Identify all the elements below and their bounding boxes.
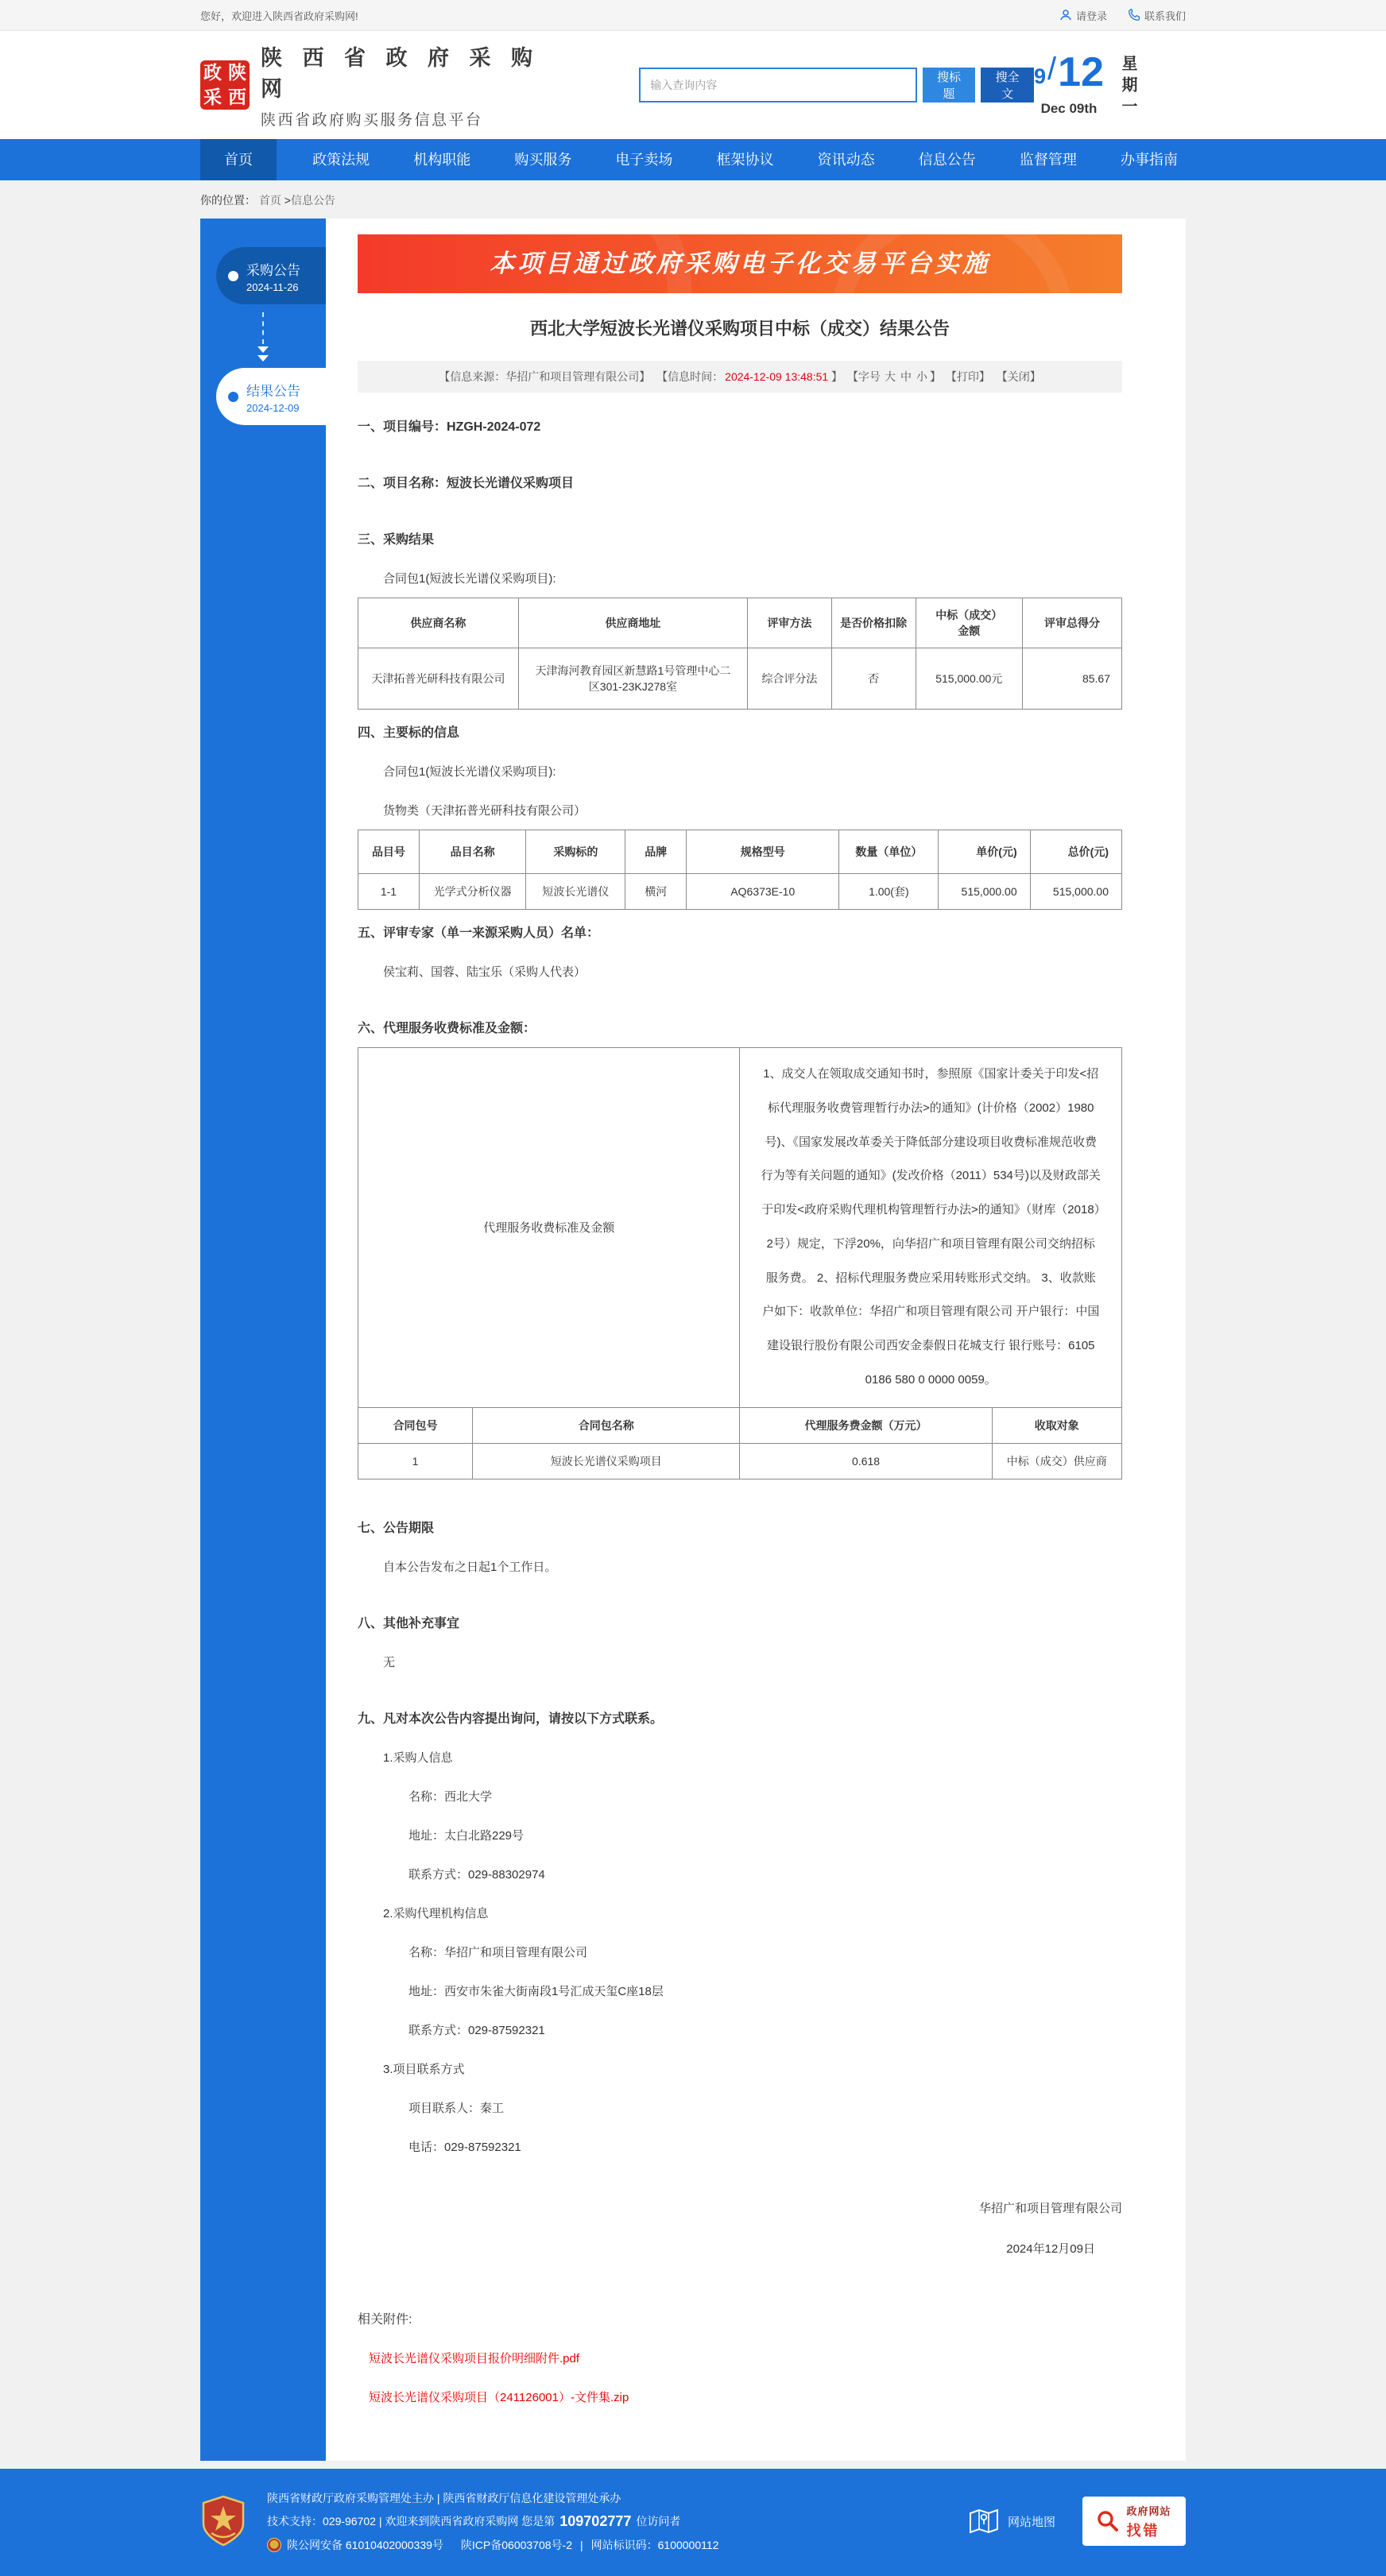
contact-line: 地址：太白北路229号 <box>408 1828 525 1843</box>
fee-label-cell: 代理服务收费标准及金额 <box>358 1048 740 1408</box>
th-fee-payer: 收取对象 <box>992 1407 1121 1443</box>
step-title: 采购公告 <box>246 262 300 278</box>
table-row <box>358 648 1122 710</box>
site-logo[interactable] <box>200 60 250 110</box>
th-quantity: 数量（单位） <box>839 830 939 874</box>
date-day: 9 <box>1034 64 1047 88</box>
contact-us-link[interactable] <box>1128 8 1186 23</box>
meta-time-suffix: 】 <box>828 370 843 383</box>
announcement-timeline-sidebar <box>200 219 326 2461</box>
package-line: 合同包1(短波长光谱仪采购项目): <box>383 765 556 779</box>
cell-package-name: 短波长光谱仪采购项目 <box>473 1443 740 1479</box>
print-button[interactable]: 【打印】 <box>945 370 990 383</box>
step-date: 2024-11-26 <box>246 280 299 293</box>
contact-line: 名称：华招广和项目管理有限公司 <box>408 1945 588 1959</box>
error-badge-line1: 政府网站 <box>1126 2504 1171 2517</box>
table-row <box>358 874 1122 910</box>
cell-quantity: 1.00(套) <box>839 874 939 910</box>
contact-us-label: 联系我们 <box>1144 10 1186 22</box>
th-award-amount: 中标（成交）金额 <box>916 598 1023 648</box>
step-date: 2024-12-09 <box>246 401 300 414</box>
nav-item-supervision[interactable]: 监督管理 <box>1019 152 1077 168</box>
signature-date: 2024年12月09日 <box>1006 2241 1095 2256</box>
th-brand: 品牌 <box>625 830 687 874</box>
th-price-deduction: 是否价格扣除 <box>831 598 916 648</box>
search-input[interactable] <box>639 68 917 102</box>
th-fee-amount: 代理服务费金额（万元） <box>740 1407 992 1443</box>
nav-item-policy[interactable]: 政策法规 <box>312 152 370 168</box>
breadcrumb-home[interactable]: 首页 <box>258 194 281 207</box>
attachment-link-zip[interactable]: 短波长光谱仪采购项目（241126001）-文件集.zip <box>369 2390 629 2404</box>
meta-fontsize-label: 【字号 <box>846 370 881 383</box>
cell-procurement-target: 短波长光谱仪 <box>526 874 625 910</box>
error-report-badge[interactable] <box>1082 2497 1186 2546</box>
date-month: 12 <box>1058 48 1104 95</box>
breadcrumb <box>200 180 1186 219</box>
section-3-heading: 三、采购结果 <box>358 533 435 547</box>
logo-char: 陕 <box>228 63 246 83</box>
timeline-connector <box>200 312 326 362</box>
cell-supplier-address: 天津海河教育园区新慧路1号管理中心二区301-23KJ278室 <box>518 648 747 710</box>
fee-desc-row <box>358 1048 1122 1408</box>
section-5-heading: 五、评审专家（单一来源采购人员）名单： <box>358 926 600 940</box>
cell-total-price: 515,000.00 <box>1030 874 1121 910</box>
logo-char: 政 <box>203 63 222 83</box>
visitor-count: 109702777 <box>559 2512 632 2529</box>
th-item-name: 品目名称 <box>419 830 526 874</box>
date-widget <box>1034 48 1186 119</box>
th-unit-price: 单价(元) <box>939 830 1030 874</box>
contact-line: 项目联系人：秦工 <box>408 2101 505 2115</box>
platform-banner <box>358 234 1122 293</box>
nav-item-announcements[interactable]: 信息公告 <box>918 152 976 168</box>
close-button[interactable]: 【关闭】 <box>996 370 1041 383</box>
date-english: Dec 09th <box>1040 100 1098 116</box>
cell-total-score: 85.67 <box>1023 648 1122 710</box>
footer-support-text: 技术支持：029-96702 | 欢迎来到陕西省政府采购网 您是第 <box>267 2515 556 2528</box>
th-supplier-name: 供应商名称 <box>358 598 519 648</box>
section-6-heading: 六、代理服务收费标准及金额： <box>358 1022 536 1035</box>
section-9-heading: 九、凡对本次公告内容提出询问，请按以下方式联系。 <box>358 1712 664 1726</box>
logo-char: 西 <box>228 87 246 107</box>
contact-line: 联系方式：029-87592321 <box>408 2023 545 2037</box>
cell-spec-model: AQ6373E-10 <box>687 874 839 910</box>
public-security-badge-icon <box>267 2538 281 2552</box>
font-size-medium[interactable]: 中 <box>900 370 912 383</box>
login-link[interactable] <box>1059 8 1107 23</box>
cell-award-amount: 515,000.00元 <box>916 648 1023 710</box>
contact-group-title: 2.采购代理机构信息 <box>383 1906 489 1920</box>
step-title: 结果公告 <box>246 383 300 399</box>
package-line: 合同包1(短波长光谱仪采购项目): <box>383 572 556 586</box>
table-header-row <box>358 598 1122 648</box>
cell-review-method: 综合评分法 <box>748 648 832 710</box>
font-size-large[interactable]: 大 <box>884 370 896 383</box>
nav-item-home[interactable]: 首页 <box>200 139 277 180</box>
signature-org: 华招广和项目管理有限公司 <box>978 2201 1122 2215</box>
result-table <box>358 598 1122 710</box>
login-label: 请登录 <box>1075 10 1107 22</box>
timeline-dot <box>228 271 238 281</box>
nav-item-news[interactable]: 资讯动态 <box>817 152 875 168</box>
cell-brand: 横河 <box>625 874 687 910</box>
breadcrumb-separator: > <box>284 194 291 207</box>
notice-period-text: 自本公告发布之日起1个工作日。 <box>383 1560 557 1574</box>
goods-category-line: 货物类（天津拓普光研科技有限公司） <box>383 804 587 818</box>
contact-line: 地址：西安市朱雀大街南段1号汇成天玺C座18层 <box>408 1984 664 1998</box>
map-icon <box>968 2507 1000 2535</box>
site-subtitle: 陕西省政府购买服务信息平台 <box>261 112 483 129</box>
cell-item-name: 光学式分析仪器 <box>419 874 526 910</box>
article-title: 西北大学短波长光谱仪采购项目中标（成交）结果公告 <box>529 319 950 338</box>
nav-item-guide[interactable]: 办事指南 <box>1120 152 1178 168</box>
timeline-step-procurement-notice[interactable] <box>216 247 326 304</box>
contact-group-title: 1.采购人信息 <box>383 1750 453 1765</box>
site-code: 网站标识码：6100000112 <box>590 2538 719 2551</box>
banner-text: 本项目通过政府采购电子化交易平台实施 <box>490 249 990 277</box>
th-review-method: 评审方法 <box>748 598 832 648</box>
table-header-row <box>358 830 1122 874</box>
cell-supplier-name: 天津拓普光研科技有限公司 <box>358 648 519 710</box>
timeline-step-result-notice[interactable] <box>216 368 326 425</box>
logo-char: 采 <box>203 87 222 107</box>
items-table <box>358 830 1122 910</box>
th-spec-model: 规格型号 <box>687 830 839 874</box>
th-supplier-address: 供应商地址 <box>518 598 747 648</box>
search-bar <box>639 68 1034 102</box>
main-nav <box>0 139 1386 180</box>
section-7-heading: 七、公告期限 <box>358 1521 435 1535</box>
nav-item-framework[interactable]: 框架协议 <box>716 152 774 168</box>
nav-item-functions[interactable]: 机构职能 <box>413 152 471 168</box>
icp-link[interactable]: 陕ICP备06003708号-2 <box>460 2538 572 2551</box>
cell-package-no: 1 <box>358 1443 473 1479</box>
cell-price-deduction: 否 <box>831 648 916 710</box>
breadcrumb-label: 你的位置： <box>200 194 256 207</box>
table-header-row <box>358 1407 1122 1443</box>
meta-fontsize-suffix: 】 <box>929 370 941 383</box>
attachment-link-pdf[interactable]: 短波长光谱仪采购项目报价明细附件.pdf <box>369 2351 580 2365</box>
error-badge-line2: 找错 <box>1126 2522 1160 2539</box>
sitemap-label: 网站地图 <box>1007 2515 1055 2529</box>
th-package-name: 合同包名称 <box>473 1407 740 1443</box>
site-title: 陕 西 省 政 府 采 购 网 <box>261 46 540 101</box>
meta-source: 【信息来源：华招广和项目管理有限公司】 <box>439 370 651 383</box>
cell-fee-payer: 中标（成交）供应商 <box>992 1443 1121 1479</box>
section-8-heading: 八、其他补充事宜 <box>358 1616 460 1630</box>
nav-item-purchase-service[interactable]: 购买服务 <box>514 152 572 168</box>
date-weekday: 星期一 <box>1119 54 1136 119</box>
cell-fee-amount: 0.618 <box>740 1443 992 1479</box>
agency-fee-table <box>358 1047 1122 1479</box>
breadcrumb-current[interactable]: 信息公告 <box>290 194 335 207</box>
attachments-title: 相关附件: <box>358 2312 412 2327</box>
search-fulltext-button[interactable]: 搜全文 <box>981 68 1034 102</box>
section-4-heading: 四、主要标的信息 <box>358 726 460 740</box>
date-slash: / <box>1047 51 1057 87</box>
contact-group-title: 3.项目联系方式 <box>383 2062 465 2076</box>
th-item-no: 品目号 <box>358 830 420 874</box>
welcome-text: 您好，欢迎进入陕西省政府采购网! <box>200 10 358 22</box>
table-row <box>358 1443 1122 1479</box>
timeline-dot <box>228 392 238 402</box>
article-meta-bar <box>358 361 1122 393</box>
user-icon <box>1059 9 1072 21</box>
footer-organizer-line: 陕西省财政厅政府采购管理处主办 | 陕西省财政厅信息化建设管理处承办 <box>267 2491 621 2504</box>
magnifier-icon <box>1097 2510 1119 2532</box>
section-2-heading: 二、项目名称：短波长光谱仪采购项目 <box>358 477 575 490</box>
other-matters-text: 无 <box>383 1655 396 1669</box>
cell-item-no: 1-1 <box>358 874 420 910</box>
search-title-button[interactable]: 搜标题 <box>923 68 976 102</box>
th-package-no: 合同包号 <box>358 1407 473 1443</box>
site-footer <box>0 2469 1386 2576</box>
beian-link[interactable]: 陕公网安备 61010402000339号 <box>287 2538 443 2551</box>
contact-line: 电话：029-87592321 <box>408 2140 521 2154</box>
footer-support-suffix: 位访问者 <box>636 2515 681 2528</box>
th-total-price: 总价(元) <box>1030 830 1121 874</box>
contact-line: 名称：西北大学 <box>408 1789 493 1804</box>
top-utility-bar <box>0 0 1386 31</box>
nav-item-emall[interactable]: 电子卖场 <box>615 152 673 168</box>
article-panel <box>326 219 1186 2461</box>
meta-time-prefix: 【信息时间： <box>656 370 724 383</box>
font-size-small[interactable]: 小 <box>916 370 927 383</box>
expert-names: 侯宝莉、国蓉、陆宝乐（采购人代表） <box>383 965 587 979</box>
sitemap-link[interactable] <box>968 2507 1055 2535</box>
meta-time-value: 2024-12-09 13:48:51 <box>725 370 829 383</box>
contact-line: 联系方式：029-88302974 <box>408 1867 545 1882</box>
phone-icon <box>1128 9 1140 21</box>
government-emblem-icon <box>200 2495 246 2547</box>
cell-unit-price: 515,000.00 <box>939 874 1030 910</box>
th-total-score: 评审总得分 <box>1023 598 1122 648</box>
fee-desc-cell: 1、成交人在领取成交通知书时，参照原《国家计委关于印发<招标代理服务收费管理暂行办法>的通知》(计价格（2002）1980号)、《国家发展改革委关于降低部分建设项目收费标准规范收费行为等有关问题的通知》(发改价格（2011）534号)以及财政部关于印发<政府采购代理机构管理暂行办法>的通知》（财库（2018）2号）规定，下浮20%，向华招广和项目管理有限公司交纳招标服务费。 2、招标代理服务费应采用转账形式交纳。 3、收款账户如下：收款单位：华招广和项目管理有限公司 开户银行：中国建设银行股份有限公司西安金泰假日花城支行 银行账号：6105 0186 580 0 0000 0059。 <box>740 1048 1122 1408</box>
footer-separator: | <box>579 2538 583 2551</box>
section-1-heading: 一、项目编号：HZGH-2024-072 <box>358 420 541 434</box>
site-header <box>0 31 1386 139</box>
th-procurement-target: 采购标的 <box>526 830 625 874</box>
